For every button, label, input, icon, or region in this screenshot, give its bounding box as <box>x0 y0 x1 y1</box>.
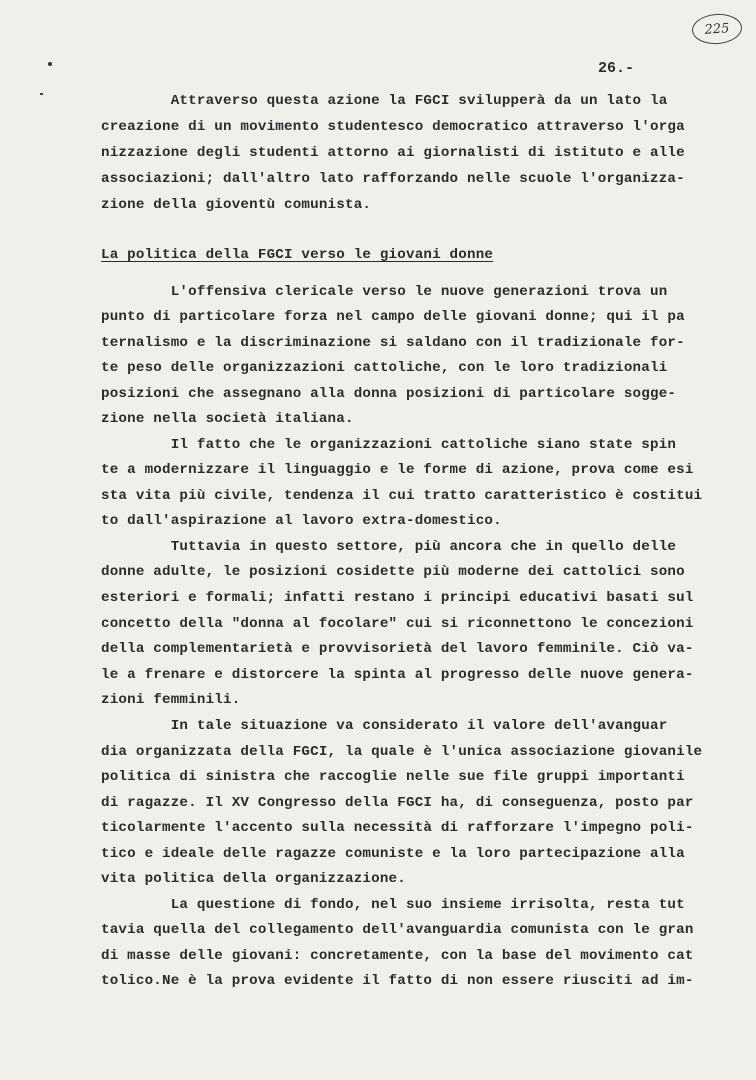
text-line: di ragazze. Il XV Congresso della FGCI ha, di conseguenza, posto par <box>101 795 694 811</box>
text-line: concetto della "donna al focolare" cui si riconnettono le concezioni <box>101 616 694 632</box>
text-line: La questione di fondo, nel suo insieme irrisolta, resta tut <box>101 897 685 913</box>
text-line: sta vita più civile, tendenza il cui tratto caratteristico è costitui <box>101 488 703 504</box>
text-line: to dall'aspirazione al lavoro extra-domestico. <box>101 513 502 529</box>
text-line: tico e ideale delle ragazze comuniste e la loro partecipazione alla <box>101 846 685 862</box>
text-line: della complementarietà e provvisorietà del lavoro femminile. Ciò va- <box>101 641 694 657</box>
text-line: posizioni che assegnano alla donna posizioni di particolare sogge- <box>101 386 677 402</box>
text-line: Tuttavia in questo settore, più ancora che in quello delle <box>101 539 677 555</box>
text-line: esteriori e formali; infatti restano i principi educativi basati sul <box>101 590 694 606</box>
text-line: te a modernizzare il linguaggio e le forme di azione, prova come esi <box>101 462 694 478</box>
text-line: te peso delle organizzazioni cattoliche, con le loro tradizionali <box>101 360 668 376</box>
text-line: zione della gioventù comunista. <box>101 197 372 213</box>
text-line: zioni femminili. <box>101 692 241 708</box>
text-line: politica di sinistra che raccoglie nelle sue file gruppi importanti <box>101 769 685 785</box>
text-line: nizzazione degli studenti attorno ai giornalisti di istituto e alle <box>101 145 685 161</box>
text-line: le a frenare e distorcere la spinta al progresso delle nuove genera- <box>101 667 694 683</box>
text-line: tavia quella del collegamento dell'avanguardia comunista con le gran <box>101 922 694 938</box>
text-line: tolico.Ne è la prova evidente il fatto di non essere riusciti ad im- <box>101 973 694 989</box>
text-line: vita politica della organizzazione. <box>101 871 406 887</box>
text-line: creazione di un movimento studentesco democratico attraverso l'orga <box>101 119 685 135</box>
text-line: Attraverso questa azione la FGCI svilupperà da un lato la <box>101 93 668 109</box>
text-line: ternalismo e la discriminazione si saldano con il tradizionale for- <box>101 335 685 351</box>
text-line: di masse delle giovani: concretamente, con la base del movimento cat <box>101 948 694 964</box>
text-line: L'offensiva clericale verso le nuove generazioni trova un <box>101 284 668 300</box>
text-line: zione nella società italiana. <box>101 411 354 427</box>
text-line: ticolarmente l'accento sulla necessità di rafforzare l'impegno poli- <box>101 820 694 836</box>
text-line: associazioni; dall'altro lato rafforzando nelle scuole l'organizza- <box>101 171 685 187</box>
text-line: In tale situazione va considerato il valore dell'avanguar <box>101 718 668 734</box>
margin-mark <box>40 93 43 95</box>
archive-number-stamp: 225 <box>691 12 743 45</box>
text-line: Il fatto che le organizzazioni cattoliche siano state spin <box>101 437 677 453</box>
margin-mark <box>48 62 52 66</box>
page-number: 26.- <box>598 60 635 77</box>
text-line: dia organizzata della FGCI, la quale è l'unica associazione giovanile <box>101 744 703 760</box>
text-line: punto di particolare forza nel campo delle giovani donne; qui il pa <box>101 309 685 325</box>
section-heading: La politica della FGCI verso le giovani donne <box>101 247 494 263</box>
text-line: donne adulte, le posizioni cosidette più moderne dei cattolici sono <box>101 564 685 580</box>
